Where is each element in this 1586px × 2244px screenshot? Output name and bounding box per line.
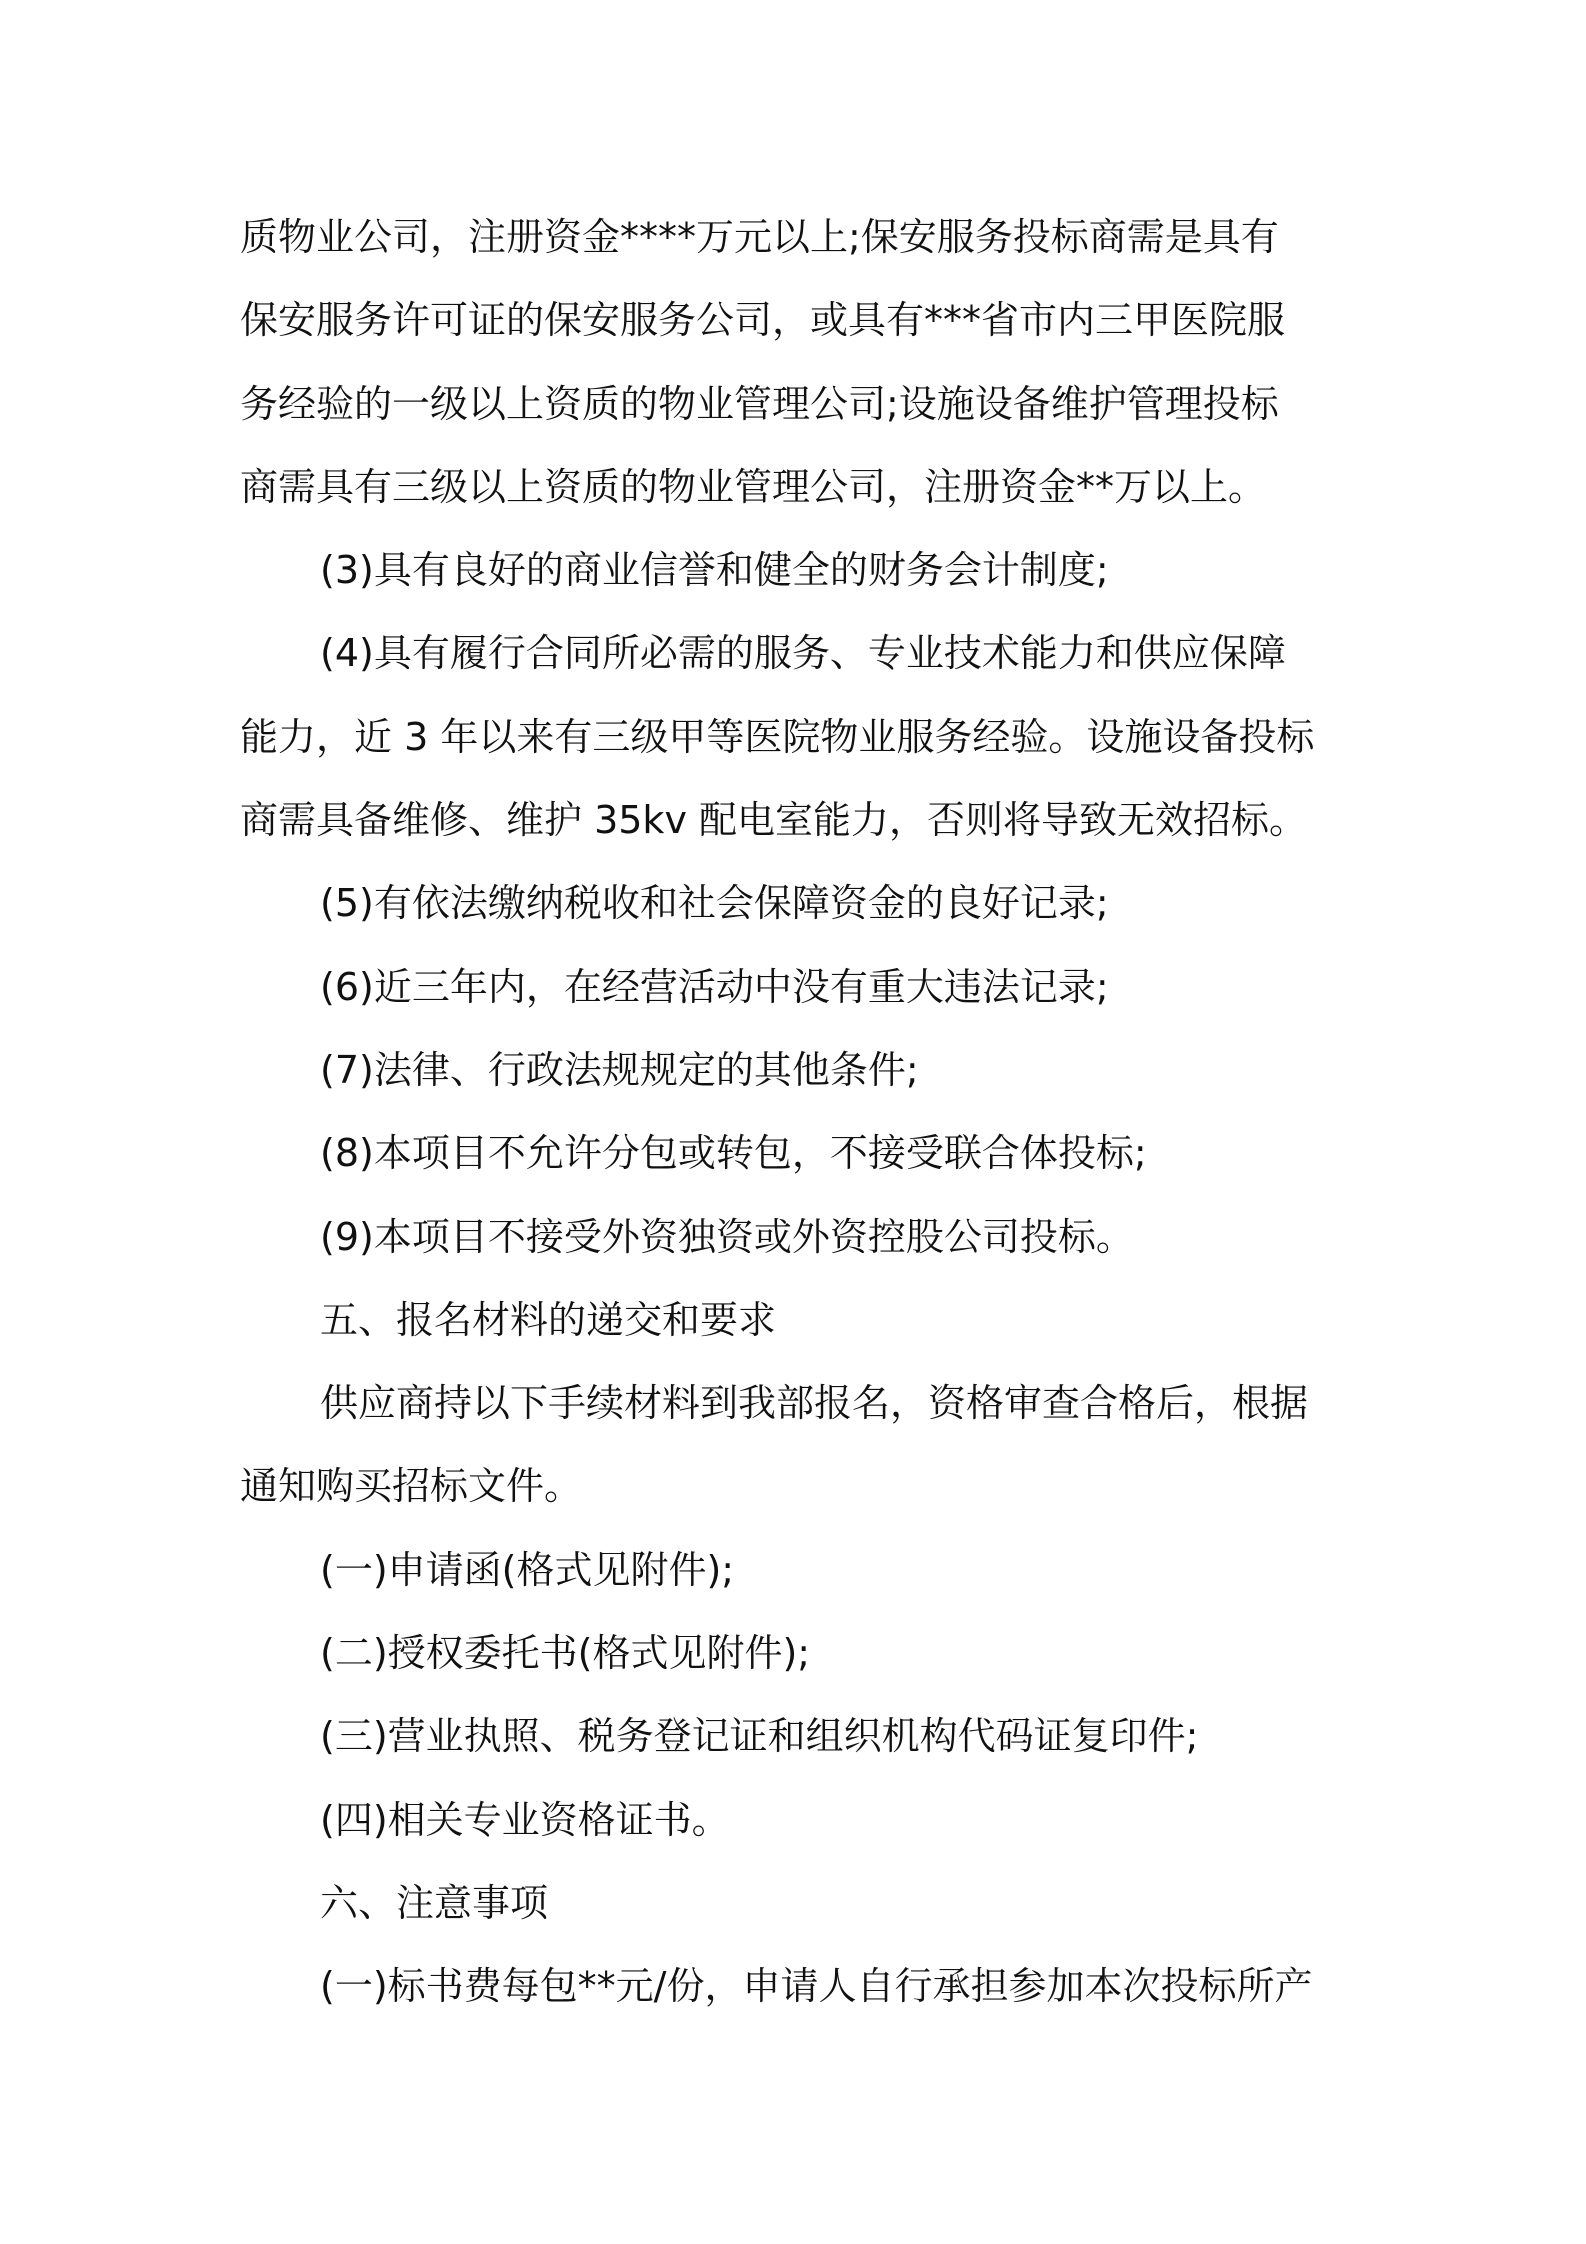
text-line-17: (一)申请函(格式见附件); (320, 1547, 735, 1592)
text-line-19: (三)营业执照、税务登记证和组织机构代码证复印件; (320, 1714, 1199, 1759)
text-line-6: (4)具有履行合同所必需的服务、专业技术能力和供应保障 (320, 631, 1286, 676)
text-line-22: (一)标书费每包**元/份，申请人自行承担参加本次投标所产 (320, 1964, 1313, 2009)
text-line-9: (5)有依法缴纳税收和社会保障资金的良好记录; (320, 881, 1109, 926)
text-line-16: 通知购买招标文件。 (240, 1464, 583, 1509)
text-line-7: 能力，近 3 年以来有三级甲等医院物业服务经验。设施设备投标 (240, 714, 1315, 759)
text-line-10: (6)近三年内，在经营活动中没有重大违法记录; (320, 964, 1109, 1009)
text-line-1: 质物业公司，注册资金****万元以上;保安服务投标商需是具有 (240, 215, 1279, 259)
text-line-5: (3)具有良好的商业信誉和健全的财务会计制度; (320, 548, 1109, 593)
text-line-12: (8)本项目不允许分包或转包，不接受联合体投标; (320, 1131, 1147, 1176)
section-heading-5: 五、报名材料的递交和要求 (320, 1297, 777, 1342)
text-line-8: 商需具备维修、维护 35kv 配电室能力，否则将导致无效招标。 (240, 798, 1308, 843)
text-line-15: 供应商持以下手续材料到我部报名，资格审查合格后，根据 (320, 1381, 1309, 1426)
text-line-18: (二)授权委托书(格式见附件); (320, 1631, 811, 1676)
text-line-2: 保安服务许可证的保安服务公司，或具有***省市内三甲医院服 (240, 298, 1286, 343)
text-line-13: (9)本项目不接受外资独资或外资控股公司投标。 (320, 1214, 1134, 1259)
text-line-11: (7)法律、行政法规规定的其他条件; (320, 1047, 919, 1092)
text-line-4: 商需具有三级以上资质的物业管理公司，注册资金**万以上。 (240, 464, 1267, 509)
text-line-20: (四)相关专业资格证书。 (320, 1797, 730, 1842)
text-line-3: 务经验的一级以上资质的物业管理公司;设施设备维护管理投标 (240, 381, 1279, 426)
section-heading-6: 六、注意事项 (320, 1880, 549, 1925)
document-body (240, 196, 1360, 2029)
